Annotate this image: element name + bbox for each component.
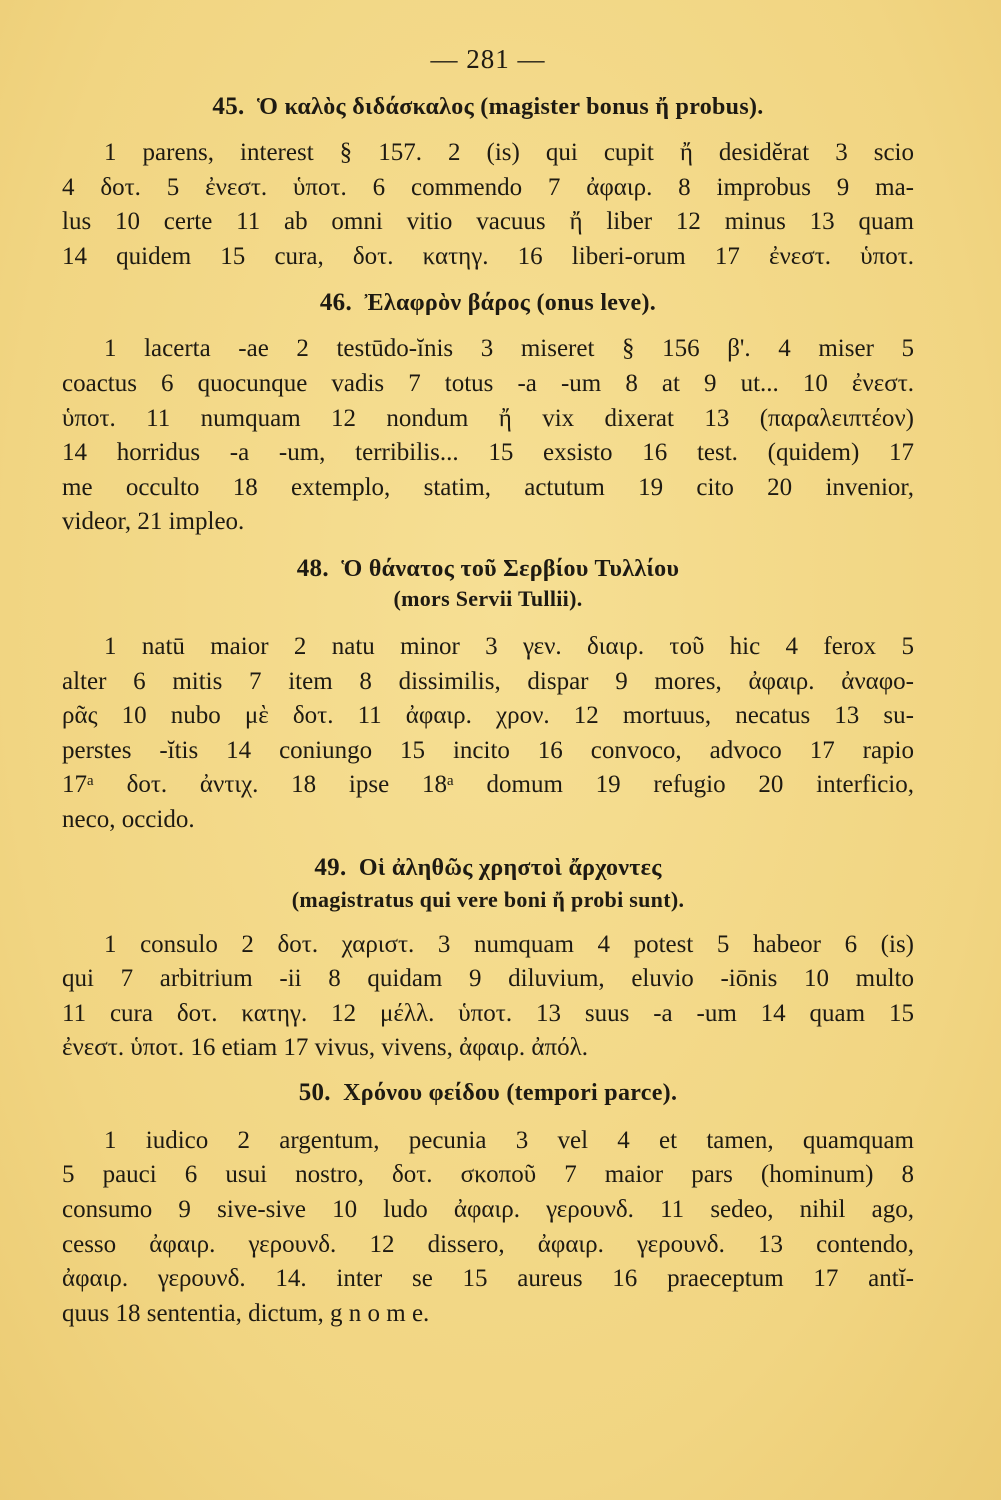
section-heading <box>62 554 914 614</box>
section-body <box>62 630 914 838</box>
section-title: Ὁ θάνατος τοῦ Σερβίου Τυλλίου <box>341 555 680 582</box>
section-body <box>62 136 914 274</box>
section-subtitle: (magistratus qui vere boni ἤ probi sunt). <box>291 886 685 912</box>
page-number: — 281 — <box>430 44 546 74</box>
section-title: Ἐλαφρὸν βάρος (onus leve). <box>364 290 657 317</box>
text-line: 4 δοτ. 5 ἐνεστ. ὑποτ. 6 commendo 7 ἀφαιρ. 8 improbus 9 ma- <box>62 173 914 201</box>
text-line: ὑποτ. 11 numquam 12 nondum ἤ vix dixerat 13 (παραλειπτέον) <box>62 404 914 432</box>
section-heading <box>62 852 914 916</box>
text-line: neco, occido. <box>62 805 195 833</box>
section-number: 46. <box>319 289 353 317</box>
text-line: coactus 6 quocunque vadis 7 totus -a -um 8 at 9 ut... 10 ἐνεστ. <box>62 369 914 397</box>
section-45 <box>62 90 914 274</box>
text-line: 5 pauci 6 usui nostro, δοτ. σκοποῦ 7 maior pars (hominum) 8 <box>62 1161 914 1189</box>
section-title: Χρόνου φείδου (tempori parce). <box>343 1079 678 1106</box>
text-line: quus 18 sententia, dictum, g n o m e. <box>62 1299 430 1327</box>
text-line: me occulto 18 extemplo, statim, actutum 19 cito 20 invenior, <box>62 473 914 501</box>
text-line: perstes -ĭtis 14 coniungo 15 incito 16 convoco, advoco 17 rapio <box>62 736 914 764</box>
text-line: consumo 9 sive-sive 10 ludo ἀφαιρ. γερουνδ. 11 sedeo, nihil ago, <box>62 1196 914 1224</box>
section-body <box>62 928 914 1066</box>
text-line: ρᾶς 10 nubo μὲ δοτ. 11 ἀφαιρ. χρον. 12 mortuus, necatus 13 su- <box>62 702 914 730</box>
section-body <box>62 332 914 540</box>
book-page <box>62 0 914 1500</box>
text-line: 14 quidem 15 cura, δοτ. κατηγ. 16 liberi-orum 17 ἐνεστ. ὑποτ. <box>62 242 914 270</box>
text-line: 1 parens, interest § 157. 2 (is) qui cupit ἤ desidĕrat 3 scio <box>104 139 914 166</box>
section-46 <box>62 286 914 540</box>
section-body <box>62 1124 914 1332</box>
text-line: 1 consulo 2 δοτ. χαριστ. 3 numquam 4 potest 5 habeor 6 (is) <box>104 930 914 958</box>
section-50 <box>62 1076 914 1332</box>
text-line: cesso ἀφαιρ. γερουνδ. 12 dissero, ἀφαιρ. γερουνδ. 13 contendo, <box>62 1230 914 1258</box>
section-number: 45. <box>212 93 245 120</box>
text-line: 1 natū maior 2 natu minor 3 γεν. διαιρ. τοῦ hic 4 ferox 5 <box>104 632 914 660</box>
section-heading <box>62 90 914 124</box>
section-48 <box>62 554 914 838</box>
text-line: 14 horridus -a -um, terribilis... 15 exsisto 16 test. (quidem) 17 <box>62 439 914 467</box>
section-heading <box>62 286 914 320</box>
text-line: 1 lacerta -ae 2 testūdo-ĭnis 3 miseret § 156 β'. 4 miser 5 <box>104 335 914 363</box>
text-line: alter 6 mitis 7 item 8 dissimilis, dispar 9 mores, ἀφαιρ. ἀναφο- <box>62 667 914 695</box>
text-line: 11 cura δοτ. κατηγ. 12 μέλλ. ὑποτ. 13 suus -a -um 14 quam 15 <box>62 999 914 1027</box>
section-number: 50. <box>298 1078 331 1106</box>
section-title: Ὁ καλὸς διδάσκαλος (magister bonus ἤ probus). <box>256 94 764 120</box>
section-number: 48. <box>296 554 329 582</box>
text-line: lus 10 certe 11 ab omni vitio vacuus ἤ liber 12 minus 13 quam <box>62 208 914 236</box>
section-heading <box>62 1076 914 1110</box>
text-line: qui 7 arbitrium -ii 8 quidam 9 diluvium, eluvio -iōnis 10 multo <box>62 965 914 993</box>
section-49 <box>62 852 914 1066</box>
text-line: ἀφαιρ. γερουνδ. 14. inter se 15 aureus 16 praeceptum 17 antĭ- <box>62 1265 914 1293</box>
text-line: ἐνεστ. ὑποτ. 16 etiam 17 vivus, vivens, ἀφαιρ. ἀπόλ. <box>62 1034 589 1062</box>
text-line: 1 iudico 2 argentum, pecunia 3 vel 4 et tamen, quamquam <box>104 1126 914 1154</box>
section-subtitle: (mors Servii Tullii). <box>393 585 583 611</box>
text-line: videor, 21 impleo. <box>62 508 245 536</box>
text-line: 17ᵃ δοτ. ἀντιχ. 18 ipse 18ᵃ domum 19 refugio 20 interficio, <box>62 771 914 799</box>
section-number: 49. <box>314 853 347 881</box>
section-title: Οἱ ἀληθῶς χρηστοὶ ἄρχοντες <box>358 854 662 881</box>
